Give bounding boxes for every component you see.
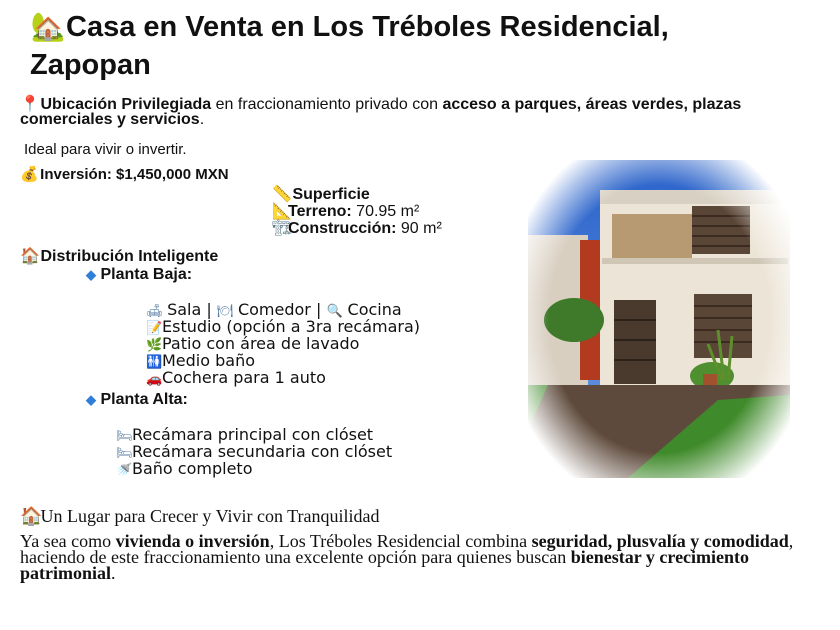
house-icon: 🏠 xyxy=(20,506,43,527)
ideal-text: Ideal para vivir o invertir. xyxy=(24,141,187,158)
para-text-1: Ya sea como xyxy=(20,531,116,551)
location-bold-1: Ubicación Privilegiada xyxy=(40,96,212,113)
closing-paragraph xyxy=(20,533,830,581)
shower-icon: 🚿 xyxy=(116,463,133,478)
planta-baja-title: Planta Baja: xyxy=(100,266,193,283)
page-title-text: Casa en Venta en Los Tréboles Residencial, Zapopan xyxy=(30,11,669,81)
separator: | xyxy=(310,300,327,319)
section-title: Un Lugar para Crecer y Vivir con Tranquilidad xyxy=(40,506,380,526)
house-icon: 🏠 xyxy=(20,246,40,265)
planta-baja-list xyxy=(146,301,420,386)
car-icon: 🚗 xyxy=(146,372,163,387)
comedor-text: Comedor xyxy=(237,300,311,319)
recamara-principal-text: Recámara principal con clóset xyxy=(132,425,374,444)
distribution-heading xyxy=(20,246,218,266)
location-paragraph xyxy=(20,96,820,127)
plate-icon: 🍽 xyxy=(216,304,234,319)
memo-icon: 📝 xyxy=(146,321,163,336)
cochera-text: Cochera para 1 auto xyxy=(162,368,326,387)
para-bold-1: vivienda o inversión xyxy=(115,531,270,551)
surface-title: Superficie xyxy=(292,186,370,203)
tree-house-icon: 🏡 xyxy=(30,10,66,43)
cocina-text: Cocina xyxy=(347,300,402,319)
investment-line xyxy=(20,165,229,183)
terreno-value: 70.95 m² xyxy=(351,203,420,220)
estudio-text: Estudio (opción a 3ra recámara) xyxy=(162,317,421,336)
blue-diamond-icon: ◆ xyxy=(86,392,96,407)
construction-icon: 🏗 xyxy=(272,218,293,237)
location-text-2: . xyxy=(199,111,205,128)
separator: | xyxy=(201,300,217,319)
sofa-icon: 🛋 xyxy=(146,304,163,319)
para-text-3: , haciendo de este fraccionamiento una excelente opción para quienes buscan xyxy=(20,531,794,567)
section-heading xyxy=(20,506,380,527)
planta-alta-title: Planta Alta: xyxy=(100,391,188,408)
patio-text: Patio con área de lavado xyxy=(162,334,360,353)
planta-baja-heading xyxy=(86,266,192,284)
planta-alta-heading xyxy=(86,391,188,409)
blue-diamond-icon: ◆ xyxy=(86,267,96,282)
construccion-value: 90 m² xyxy=(396,220,442,237)
location-bold-2: acceso a parques, áreas verdes, plazas comerciales y servicios xyxy=(20,96,742,128)
location-text-1: en fraccionamiento privado con xyxy=(211,96,443,113)
sala-text: Sala xyxy=(167,300,202,319)
terreno-label: Terreno: xyxy=(288,203,352,220)
triangle-ruler-icon: 📐 xyxy=(272,201,292,220)
bed-icon: 🛏 xyxy=(116,446,133,461)
para-text-4: . xyxy=(111,563,116,583)
surface-block xyxy=(272,185,442,236)
distribution-title: Distribución Inteligente xyxy=(40,248,219,265)
construccion-label: Construcción: xyxy=(288,220,397,237)
page-title xyxy=(30,8,790,84)
medio-bano-text: Medio baño xyxy=(162,351,256,370)
investment-text: Inversión: $1,450,000 MXN xyxy=(40,166,229,183)
recamara-secundaria-text: Recámara secundaria con clóset xyxy=(132,442,393,461)
planta-alta-list xyxy=(116,426,392,477)
para-text-2: , Los Tréboles Residencial combina xyxy=(269,531,532,551)
house-photo xyxy=(528,160,790,478)
ruler-icon: 📏 xyxy=(272,184,292,203)
bano-completo-text: Baño completo xyxy=(132,459,253,478)
restroom-icon: 🚻 xyxy=(146,355,163,370)
plant-icon: 🌿 xyxy=(146,338,163,353)
pin-icon: 📍 xyxy=(20,94,40,113)
para-bold-3: bienestar y crecimiento patrimonial xyxy=(20,547,750,583)
money-bag-icon: 💰 xyxy=(20,165,39,183)
magnifier-icon: 🔍 xyxy=(326,304,343,319)
bed-icon: 🛏 xyxy=(116,429,133,444)
para-bold-2: seguridad, plusvalía y comodidad xyxy=(531,531,789,551)
